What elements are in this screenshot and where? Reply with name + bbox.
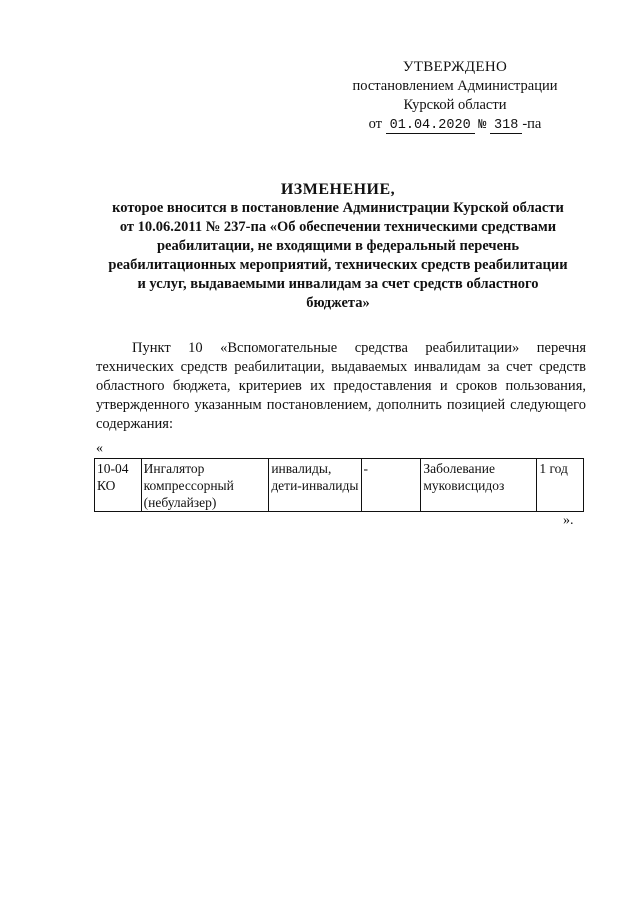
title-line-5: и услуг, выдаваемыми инвалидам за счет средств областного	[137, 276, 539, 292]
title-heading: ИЗМЕНЕНИЕ,	[280, 181, 396, 198]
document-title	[88, 180, 588, 313]
approval-line-2: Курской области	[403, 97, 507, 113]
closing-quote: ».	[563, 513, 574, 528]
title-line-1: которое вносится в постановление Администрации Курской области	[112, 200, 564, 216]
approval-number: 318	[490, 118, 522, 134]
approval-date: 01.04.2020	[386, 118, 475, 134]
cell-extra: -	[361, 459, 421, 512]
number-suffix: -па	[522, 116, 542, 132]
approval-stamp	[330, 58, 580, 135]
approval-header: УТВЕРЖДЕНО	[402, 59, 508, 75]
number-sign: №	[478, 118, 487, 133]
title-line-4: реабилитационных мероприятий, технических средств реабилитации	[108, 257, 568, 273]
body-paragraph: Пункт 10 «Вспомогательные средства реабилитации» перечня технических средств реабилитации, выдаваемых инвалидам за счет средств областного бюджета, критериев их предоставления и сроков пользования, утвержденного указанным постановлением, дополнить позицией следующего содержания:	[96, 340, 586, 432]
addition-table	[94, 458, 584, 512]
approval-line-1: постановлением Администрации	[352, 78, 558, 94]
cell-recipients: инвалиды, дети-инвалиды	[269, 459, 361, 512]
title-line-3: реабилитации, не входящими в федеральный перечень	[156, 238, 520, 254]
opening-quote: «	[96, 441, 103, 456]
title-line-6: бюджета»	[306, 295, 370, 311]
cell-condition: Заболевание муковисцидоз	[421, 459, 537, 512]
cell-term: 1 год	[537, 459, 584, 512]
cell-code: 10-04 КО	[95, 459, 142, 512]
table-row	[95, 459, 584, 512]
approval-date-line	[330, 115, 580, 135]
cell-name: Ингалятор компрессорный (небулайзер)	[141, 459, 269, 512]
date-prefix: от	[368, 116, 383, 132]
title-line-2: от 10.06.2011 № 237-па «Об обеспечении техническими средствами	[119, 219, 557, 235]
